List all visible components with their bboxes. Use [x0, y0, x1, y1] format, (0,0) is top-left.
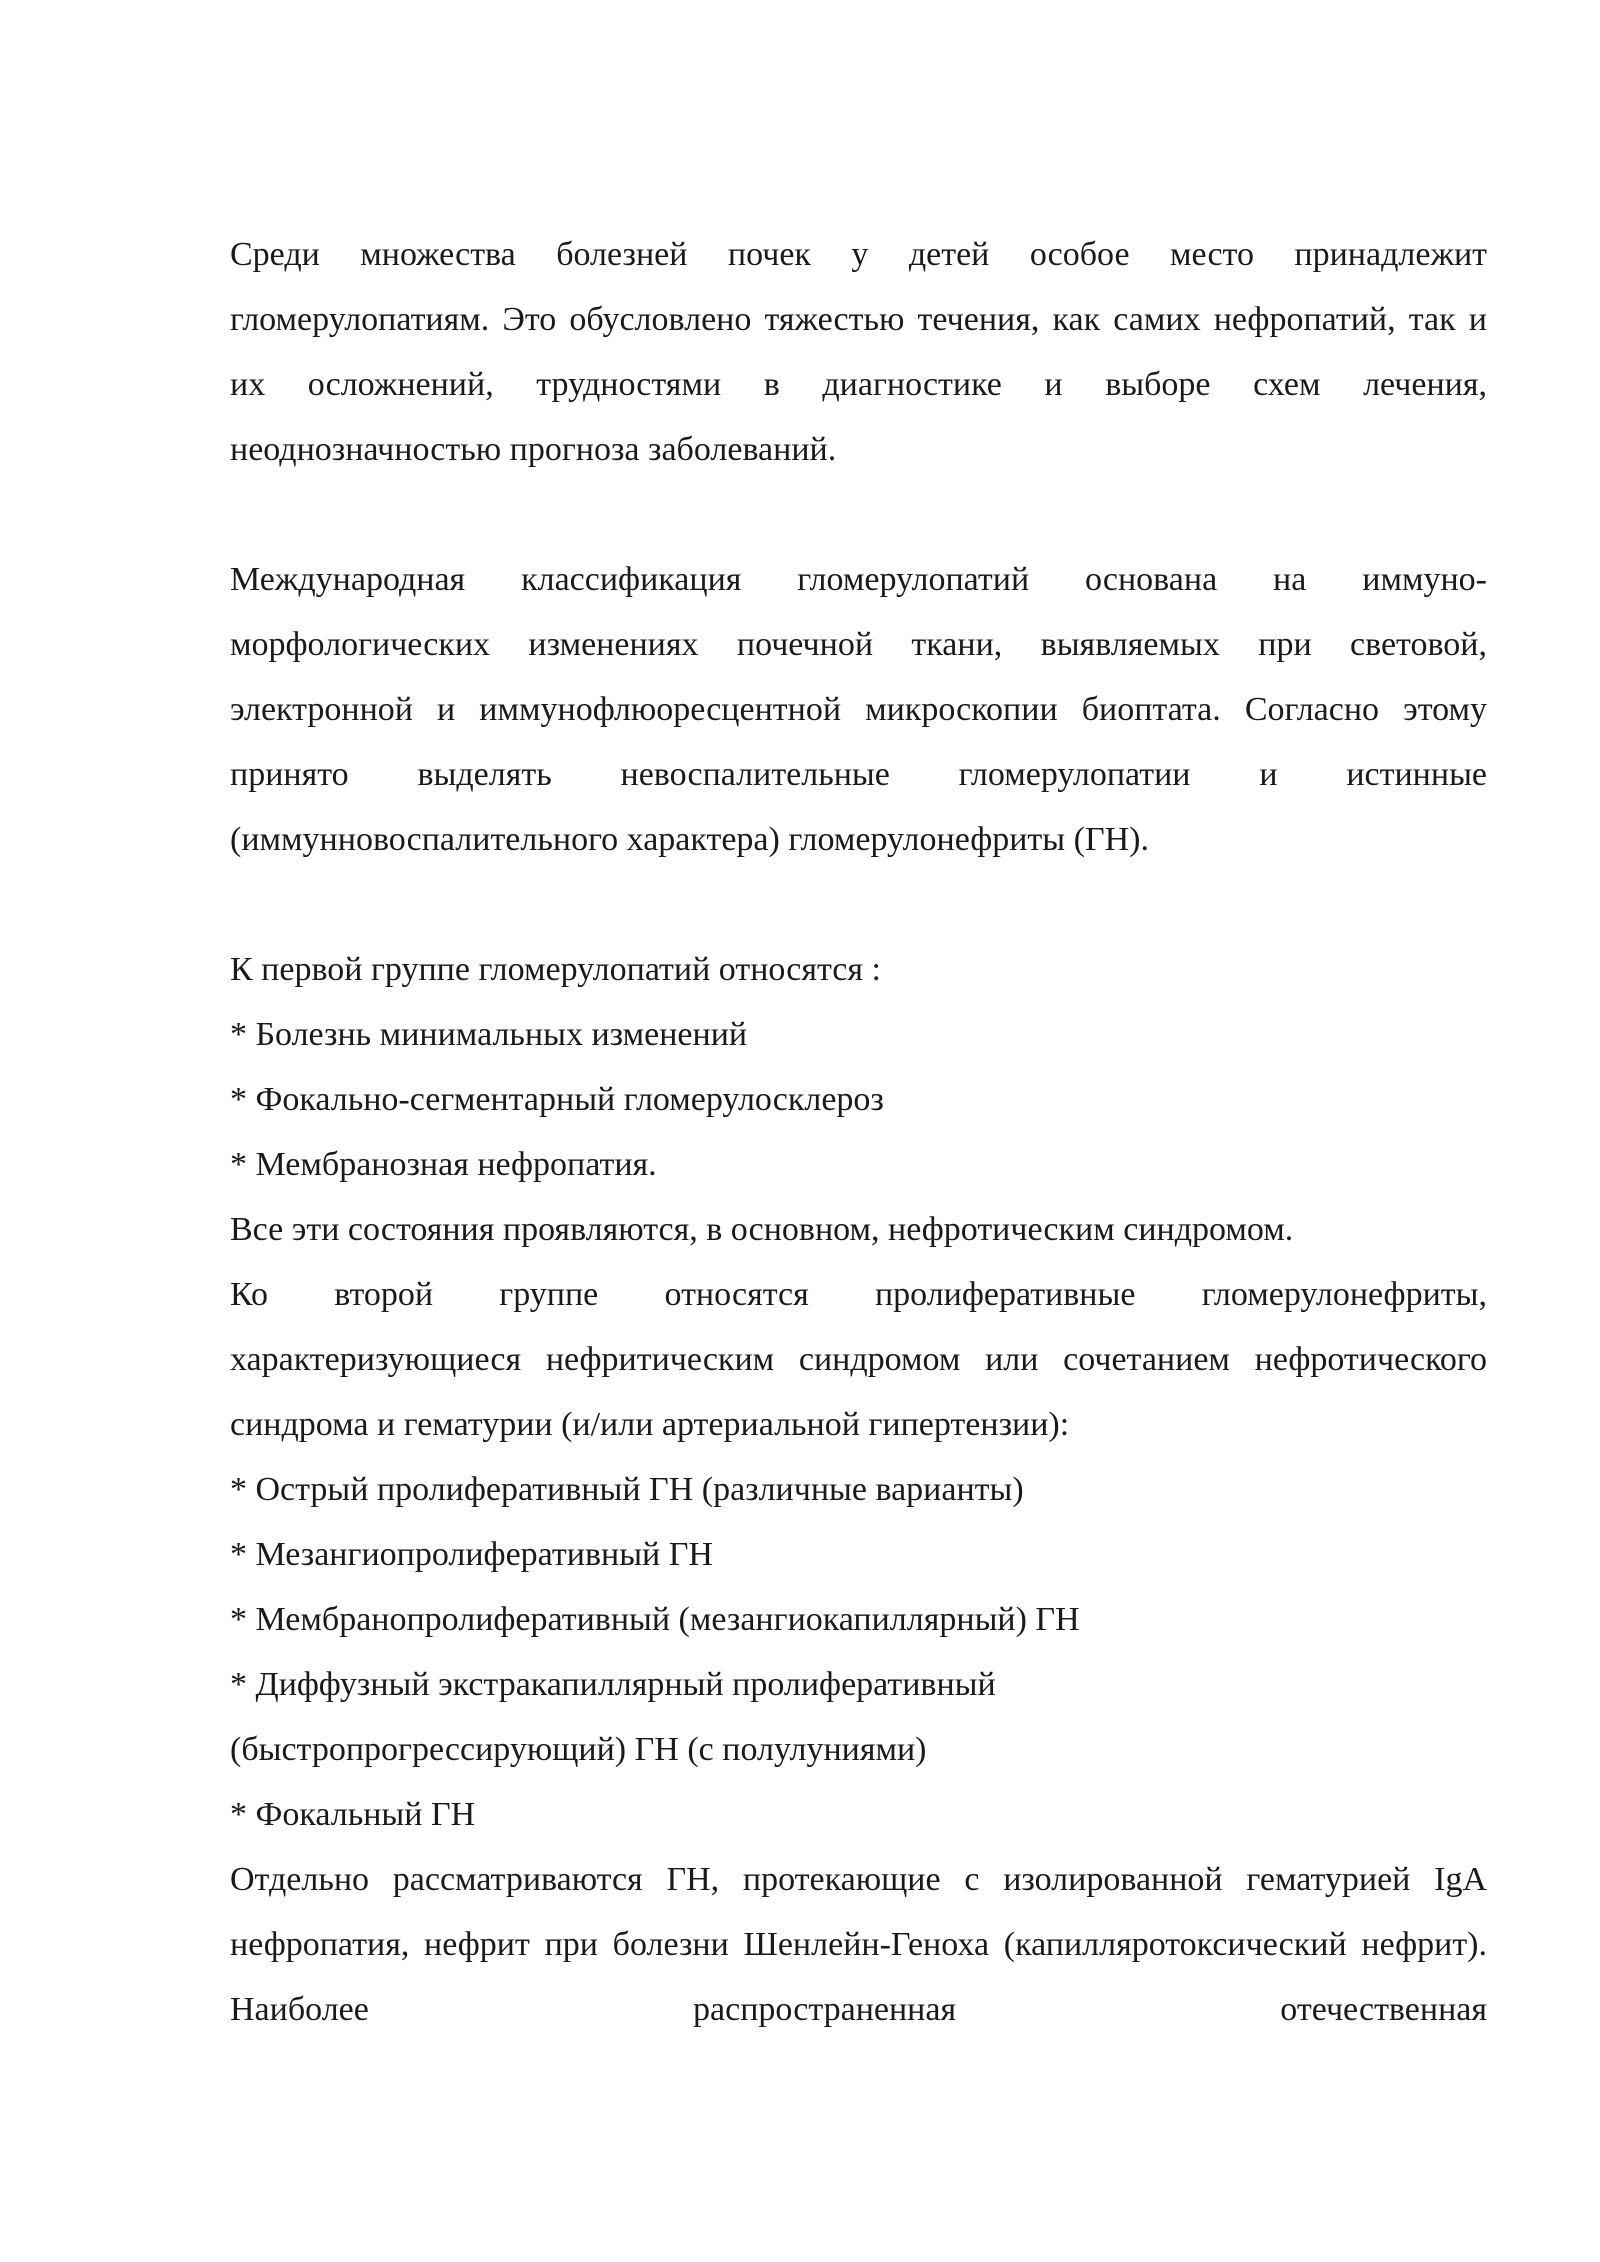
- list-item: * Мембранопролиферативный (мезангиокапиллярный) ГН: [230, 1601, 1080, 1638]
- paragraph-closing: Отдельно рассматриваются ГН, протекающие с изолированной гематурией IgA нефропатия, нефрит при болезни Шенлейн-Геноха (капилляротоксический нефрит). Наиболее распространенная отечественная: [230, 1861, 1487, 2028]
- list-item: * Острый пролиферативный ГН (различные варианты): [230, 1471, 1024, 1508]
- paragraph-intro: Среди множества болезней почек у детей особое место принадлежит гломерулопатиям. Это обусловлено тяжестью течения, как самих нефропатий, так и их осложнений, трудностями в диагностике и выборе схем лечения, неоднозначностью прогноза заболеваний.: [230, 236, 1487, 468]
- paragraph-classification: Международная классификация гломерулопатий основана на иммуно-морфологических изменениях почечной ткани, выявляемых при световой, электронной и иммунофлюоресцентной микроскопии биоптата. Согласно этому принято выделять невоспалительные гломерулопатии и истинные (иммунновоспалительного характера) гломерулонефриты (ГН).: [230, 561, 1487, 858]
- group2-intro: Ко второй группе относятся пролиферативные гломерулонефриты, характеризующиеся нефритическим синдромом или сочетанием нефротического синдрома и гематурии (и/или артериальной гипертензии):: [230, 1276, 1487, 1443]
- list-item: * Болезнь минимальных изменений: [230, 1016, 748, 1053]
- list-item: * Фокально-сегментарный гломерулосклероз: [230, 1081, 884, 1118]
- list-item: * Мембранозная нефропатия.: [230, 1146, 657, 1183]
- group1-intro: К первой группе гломерулопатий относятся :: [230, 951, 881, 988]
- group1-summary: Все эти состояния проявляются, в основном, нефротическим синдромом.: [230, 1211, 1294, 1248]
- list-item: * Мезангиопролиферативный ГН: [230, 1536, 713, 1573]
- list-item-continuation: (быстропрогрессирующий) ГН (с полулуниями): [230, 1731, 927, 1768]
- document-body: [230, 222, 1487, 2042]
- list-item: * Диффузный экстракапиллярный пролиферативный: [230, 1666, 996, 1703]
- paragraph-spacer: [230, 482, 1487, 547]
- list-item: * Фокальный ГН: [230, 1796, 476, 1833]
- paragraph-spacer: [230, 872, 1487, 937]
